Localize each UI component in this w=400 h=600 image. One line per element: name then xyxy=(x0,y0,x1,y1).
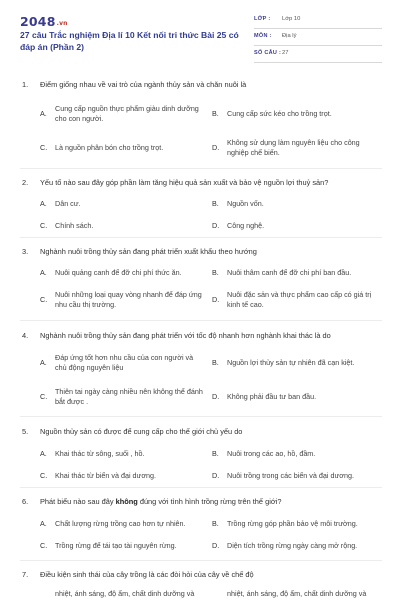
meta-value: 27 xyxy=(282,50,289,56)
meta-value: Địa lý xyxy=(282,33,297,39)
question-number: 7. xyxy=(22,570,29,579)
meta-label: MÔN : xyxy=(254,33,272,39)
option-text: Nuôi đặc sản và thực phẩm cao cấp có giá trị kinh tế cao. xyxy=(227,290,372,309)
document-header xyxy=(0,0,400,64)
logo-main: 2048 xyxy=(20,14,56,29)
divider xyxy=(20,560,382,561)
question-stem xyxy=(22,178,382,188)
option-letter: C. xyxy=(40,541,48,550)
option-text: Nuôi những loại quay vòng nhanh để đáp ứng nhu cầu thị trường. xyxy=(55,290,202,309)
option-letter: B. xyxy=(212,109,219,118)
page-title: 27 câu Trắc nghiệm Địa lí 10 Kết nối tri thức Bài 25 có đáp án (Phần 2) xyxy=(20,30,239,52)
meta-value: Lớp 10 xyxy=(282,16,301,22)
question-text: Nguồn thủy sản có được để cung cấp cho thế giới chủ yếu do xyxy=(40,427,243,436)
option-letter: A. xyxy=(40,268,47,277)
option-letter: D. xyxy=(212,221,220,230)
option-text: Công nghệ. xyxy=(227,221,265,230)
option-letter: B. xyxy=(212,449,219,458)
option-text: Chính sách. xyxy=(55,221,94,230)
option-text: Không sử dụng làm nguyên liệu cho công nghiệp chế biến. xyxy=(227,138,360,157)
option-letter: D. xyxy=(212,471,220,480)
option-text: Cung cấp sức kéo cho trồng trọt. xyxy=(227,109,332,118)
divider xyxy=(20,416,382,417)
option-text: Diện tích trồng rừng ngày càng mở rộng. xyxy=(227,541,358,550)
option-text: Là nguồn phân bón cho trồng trọt. xyxy=(55,143,164,152)
option-text: Khai thác từ biển và đại dương. xyxy=(55,471,157,480)
question-text: Điểm giống nhau về vai trò của ngành thủy sản và chăn nuôi là xyxy=(40,80,247,89)
option-text: Không phải đầu tư ban đầu. xyxy=(227,392,317,401)
option-text: Đáp ứng tốt hơn nhu cầu của con người và chủ động nguyên liệu xyxy=(55,353,194,372)
divider xyxy=(20,168,382,169)
option-letter: B. xyxy=(212,199,219,208)
option-text: Chất lượng rừng trồng cao hơn tự nhiên. xyxy=(55,519,186,528)
question-number: 5. xyxy=(22,427,29,436)
question-stem xyxy=(22,497,382,507)
meta-row-class xyxy=(254,14,382,29)
question-text-before: Phát biểu nào sau đây xyxy=(40,497,116,506)
option-text: Nuôi trong các ao, hồ, đầm. xyxy=(227,449,316,458)
option-letter: D. xyxy=(212,541,220,550)
option-letter: A. xyxy=(40,449,47,458)
option-text: Nuôi quảng canh để đỡ chi phí thức ăn. xyxy=(55,268,182,277)
option-letter: D. xyxy=(212,392,220,401)
option-letter: C. xyxy=(40,392,48,401)
option-letter: C. xyxy=(40,295,48,304)
option-text: Trồng rừng để tái tạo tài nguyên rừng. xyxy=(55,541,177,550)
option-text: Trồng rừng góp phần bảo vệ môi trường. xyxy=(227,519,358,528)
divider xyxy=(20,237,382,238)
option-text: Dân cư. xyxy=(55,199,81,208)
option-letter: C. xyxy=(40,471,48,480)
logo-suffix: .vn xyxy=(56,20,68,27)
question-stem xyxy=(22,247,382,257)
question-number: 3. xyxy=(22,247,29,256)
option-text: Nguồn lợi thủy sản tự nhiên đã cạn kiệt. xyxy=(227,358,355,367)
option-text: Nguồn vốn. xyxy=(227,199,264,208)
question-text: Nghành nuôi trồng thủy sản đang phát triển xuất khẩu theo hướng xyxy=(40,247,257,256)
option-text: nhiệt, ánh sáng, độ ẩm, chất dinh dưỡng và xyxy=(227,589,367,598)
question-stem xyxy=(22,427,382,437)
option-letter: A. xyxy=(40,199,47,208)
question-number: 2. xyxy=(22,178,29,187)
option-letter: D. xyxy=(212,143,220,152)
question-text: Nghành nuôi trồng thủy sản đang phát triển với tốc độ nhanh hơn nghành khai thác là do xyxy=(40,331,331,340)
divider xyxy=(20,487,382,488)
option-letter: A. xyxy=(40,109,47,118)
question-stem xyxy=(22,331,382,341)
meta-row-count xyxy=(254,48,382,63)
option-letter: B. xyxy=(212,519,219,528)
option-letter: A. xyxy=(40,519,47,528)
option-text: Cung cấp nguồn thực phẩm giàu dinh dưỡng cho con người. xyxy=(55,104,199,123)
meta-panel xyxy=(254,14,382,65)
meta-label: LỚP : xyxy=(254,16,271,22)
question-stem xyxy=(22,570,382,580)
question-text: Yếu tố nào sau đây góp phần làm tăng hiệu quả sản xuất và bảo vệ nguồn lợi thuỷ sản? xyxy=(40,178,329,187)
option-letter: B. xyxy=(212,358,219,367)
option-letter: C. xyxy=(40,221,48,230)
question-stem xyxy=(22,80,382,90)
question-number: 1. xyxy=(22,80,29,89)
option-text: Thiên tai ngày càng nhiều nên không thể đánh bắt được . xyxy=(55,387,203,406)
divider xyxy=(20,320,382,321)
meta-row-subject xyxy=(254,31,382,46)
option-text: nhiệt, ánh sáng, độ ẩm, chất dinh dưỡng và xyxy=(55,589,195,598)
option-letter: C. xyxy=(40,143,48,152)
option-letter: D. xyxy=(212,295,220,304)
option-text: Nuôi thâm canh để đỡ chi phí ban đầu. xyxy=(227,268,352,277)
option-letter: B. xyxy=(212,268,219,277)
question-text-after: đúng với tình hình trồng rừng trên thế giới? xyxy=(137,497,282,506)
question-keyword: không xyxy=(115,497,138,506)
option-letter: A. xyxy=(40,358,47,367)
question-text: Điều kiện sinh thái của cây trồng là các đòi hỏi của cây về chế độ xyxy=(40,570,254,579)
site-logo[interactable] xyxy=(20,14,68,29)
option-text: Khai thác từ sông, suối , hồ. xyxy=(55,449,145,458)
question-number: 6. xyxy=(22,497,29,506)
question-number: 4. xyxy=(22,331,29,340)
option-text: Nuôi trồng trong các biển và đại dương. xyxy=(227,471,354,480)
meta-label: SỐ CÂU : xyxy=(254,50,282,56)
